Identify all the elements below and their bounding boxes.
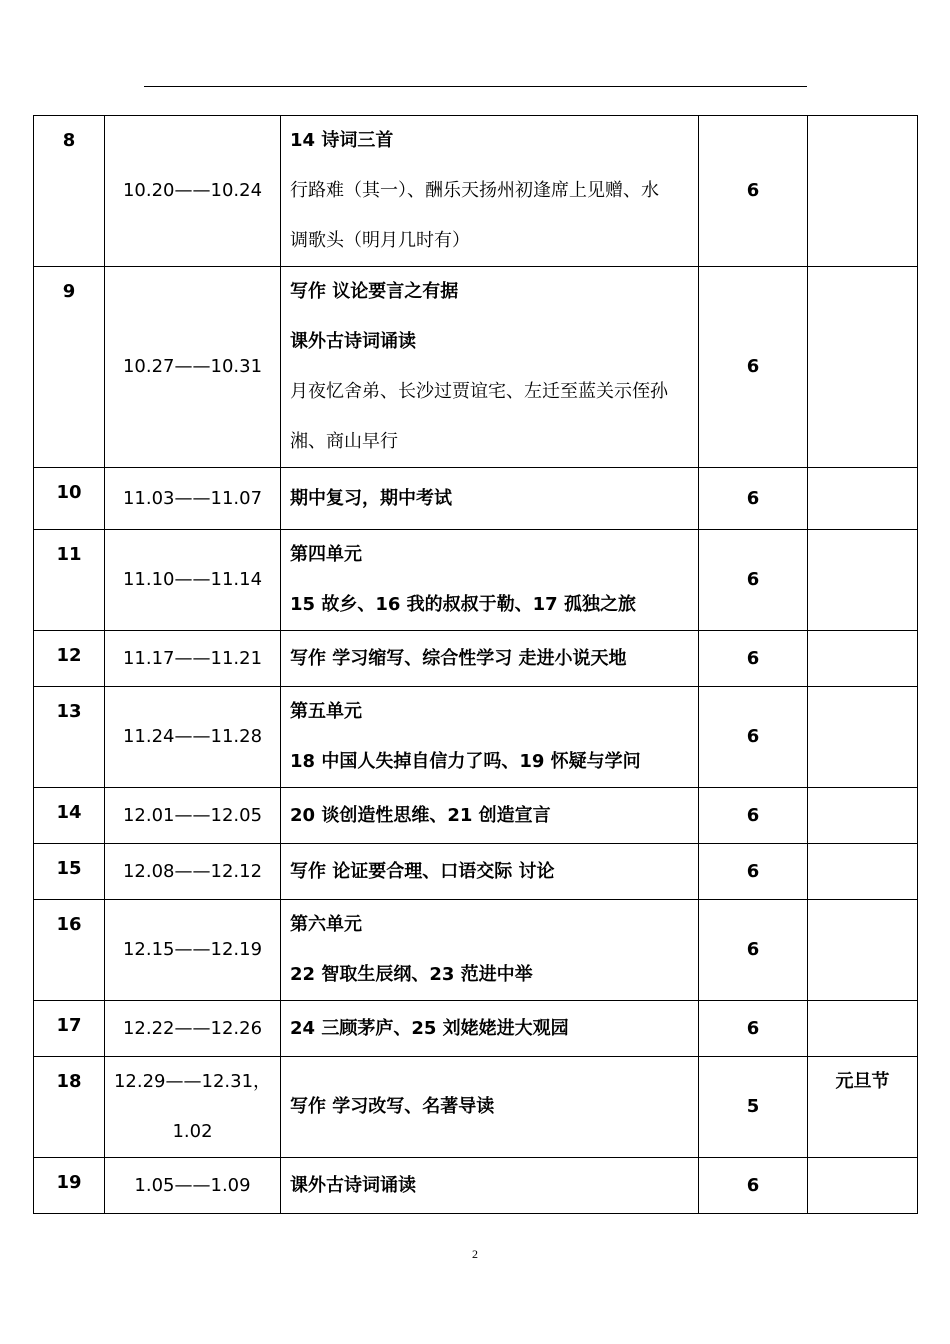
- content-cell: [281, 116, 699, 267]
- content-line: 第四单元: [290, 544, 362, 565]
- date-range: 11.17——11.21: [122, 647, 263, 669]
- hours-cell: 6: [699, 631, 808, 687]
- date-range: 12.08——12.12: [122, 860, 263, 882]
- content-line: 15 故乡、16 我的叔叔于勒、17 孤独之旅: [290, 594, 636, 615]
- table-row: [34, 530, 918, 631]
- date-cell: [105, 116, 281, 267]
- content-cell: [281, 267, 699, 468]
- content-line: 湘、商山早行: [290, 431, 398, 452]
- week-cell: 18: [34, 1057, 105, 1158]
- date-cell: [105, 530, 281, 631]
- week-cell: 9: [34, 267, 105, 468]
- content-line: 第六单元: [290, 914, 362, 935]
- date-cell: [105, 267, 281, 468]
- date-cell: [105, 788, 281, 844]
- table-row: [34, 788, 918, 844]
- note-cell: [808, 468, 918, 530]
- content-line: 期中复习，期中考试: [290, 487, 452, 509]
- note-cell: [808, 1001, 918, 1057]
- content-line: 课外古诗词诵读: [290, 1174, 416, 1196]
- date-range: 1.05——1.09: [134, 1174, 251, 1196]
- content-line: 写作 论证要合理、口语交际 讨论: [290, 860, 555, 882]
- content-line: 第五单元: [290, 701, 362, 722]
- note-cell: [808, 900, 918, 1001]
- date-cell: [105, 631, 281, 687]
- hours-cell: 6: [699, 1001, 808, 1057]
- table-row: [34, 1158, 918, 1214]
- week-cell: 10: [34, 468, 105, 530]
- content-line: 课外古诗词诵读: [290, 331, 416, 352]
- week-cell: 13: [34, 687, 105, 788]
- date-cell: [105, 468, 281, 530]
- schedule-body: [34, 116, 918, 1214]
- date-range: 12.01——12.05: [122, 804, 263, 826]
- note-cell: [808, 530, 918, 631]
- table-row: [34, 687, 918, 788]
- page-number: 2: [472, 1247, 478, 1261]
- table-row: [34, 631, 918, 687]
- note-cell: 元旦节: [808, 1057, 918, 1158]
- date-cell: [105, 1001, 281, 1057]
- date-range: 12.29——12.31，: [113, 1071, 272, 1092]
- date-range: 11.10——11.14: [122, 569, 263, 590]
- note-cell: [808, 844, 918, 900]
- content-line: 14 诗词三首: [290, 130, 394, 151]
- date-cell: [105, 1158, 281, 1214]
- content-cell: [281, 1001, 699, 1057]
- content-cell: [281, 844, 699, 900]
- header-rule: [144, 86, 807, 87]
- content-cell: [281, 1057, 699, 1158]
- content-cell: [281, 687, 699, 788]
- content-cell: [281, 631, 699, 687]
- hours-cell: 6: [699, 1158, 808, 1214]
- content-line: 写作 议论要言之有据: [290, 281, 459, 302]
- date-cell: [105, 1057, 281, 1158]
- date-range: 1.02: [172, 1121, 213, 1142]
- hours-cell: 6: [699, 788, 808, 844]
- note-cell: [808, 116, 918, 267]
- week-cell: 17: [34, 1001, 105, 1057]
- note-cell: [808, 687, 918, 788]
- table-row: [34, 1001, 918, 1057]
- week-cell: 12: [34, 631, 105, 687]
- content-line: 18 中国人失掉自信力了吗、19 怀疑与学问: [290, 751, 641, 772]
- week-cell: 11: [34, 530, 105, 631]
- content-cell: [281, 468, 699, 530]
- week-cell: 8: [34, 116, 105, 267]
- hours-cell: 6: [699, 267, 808, 468]
- schedule-table: [33, 115, 918, 1214]
- week-cell: 19: [34, 1158, 105, 1214]
- hours-cell: 6: [699, 844, 808, 900]
- date-range: 12.15——12.19: [122, 939, 263, 960]
- date-cell: [105, 844, 281, 900]
- date-range: 11.03——11.07: [122, 487, 263, 509]
- week-cell: 14: [34, 788, 105, 844]
- table-row: [34, 900, 918, 1001]
- note-cell: [808, 267, 918, 468]
- hours-cell: 5: [699, 1057, 808, 1158]
- note-cell: [808, 1158, 918, 1214]
- week-cell: 15: [34, 844, 105, 900]
- table-row: [34, 468, 918, 530]
- content-line: 月夜忆舍弟、长沙过贾谊宅、左迁至蓝关示侄孙: [290, 381, 668, 402]
- hours-cell: 6: [699, 687, 808, 788]
- table-row: [34, 844, 918, 900]
- table-row: [34, 116, 918, 267]
- note-cell: [808, 631, 918, 687]
- content-line: 写作 学习改写、名著导读: [290, 1096, 495, 1117]
- content-line: 写作 学习缩写、综合性学习 走进小说天地: [290, 647, 627, 669]
- date-range: 11.24——11.28: [122, 726, 263, 747]
- content-cell: [281, 530, 699, 631]
- date-range: 10.20——10.24: [122, 180, 263, 201]
- content-line: 22 智取生辰纲、23 范进中举: [290, 964, 533, 985]
- date-range: 12.22——12.26: [122, 1017, 263, 1039]
- content-line: 调歌头（明月几时有）: [290, 230, 470, 251]
- hours-cell: 6: [699, 530, 808, 631]
- hours-cell: 6: [699, 900, 808, 1001]
- week-cell: 16: [34, 900, 105, 1001]
- date-range: 10.27——10.31: [122, 356, 263, 377]
- date-cell: [105, 900, 281, 1001]
- content-line: 24 三顾茅庐、25 刘姥姥进大观园: [290, 1017, 569, 1039]
- content-line: 行路难（其一）、酬乐天扬州初逢席上见赠、水: [290, 180, 659, 201]
- hours-cell: 6: [699, 468, 808, 530]
- content-cell: [281, 1158, 699, 1214]
- hours-cell: 6: [699, 116, 808, 267]
- date-cell: [105, 687, 281, 788]
- content-line: 20 谈创造性思维、21 创造宣言: [290, 804, 551, 826]
- content-cell: [281, 788, 699, 844]
- note-cell: [808, 788, 918, 844]
- table-row: [34, 267, 918, 468]
- table-row: [34, 1057, 918, 1158]
- content-cell: [281, 900, 699, 1001]
